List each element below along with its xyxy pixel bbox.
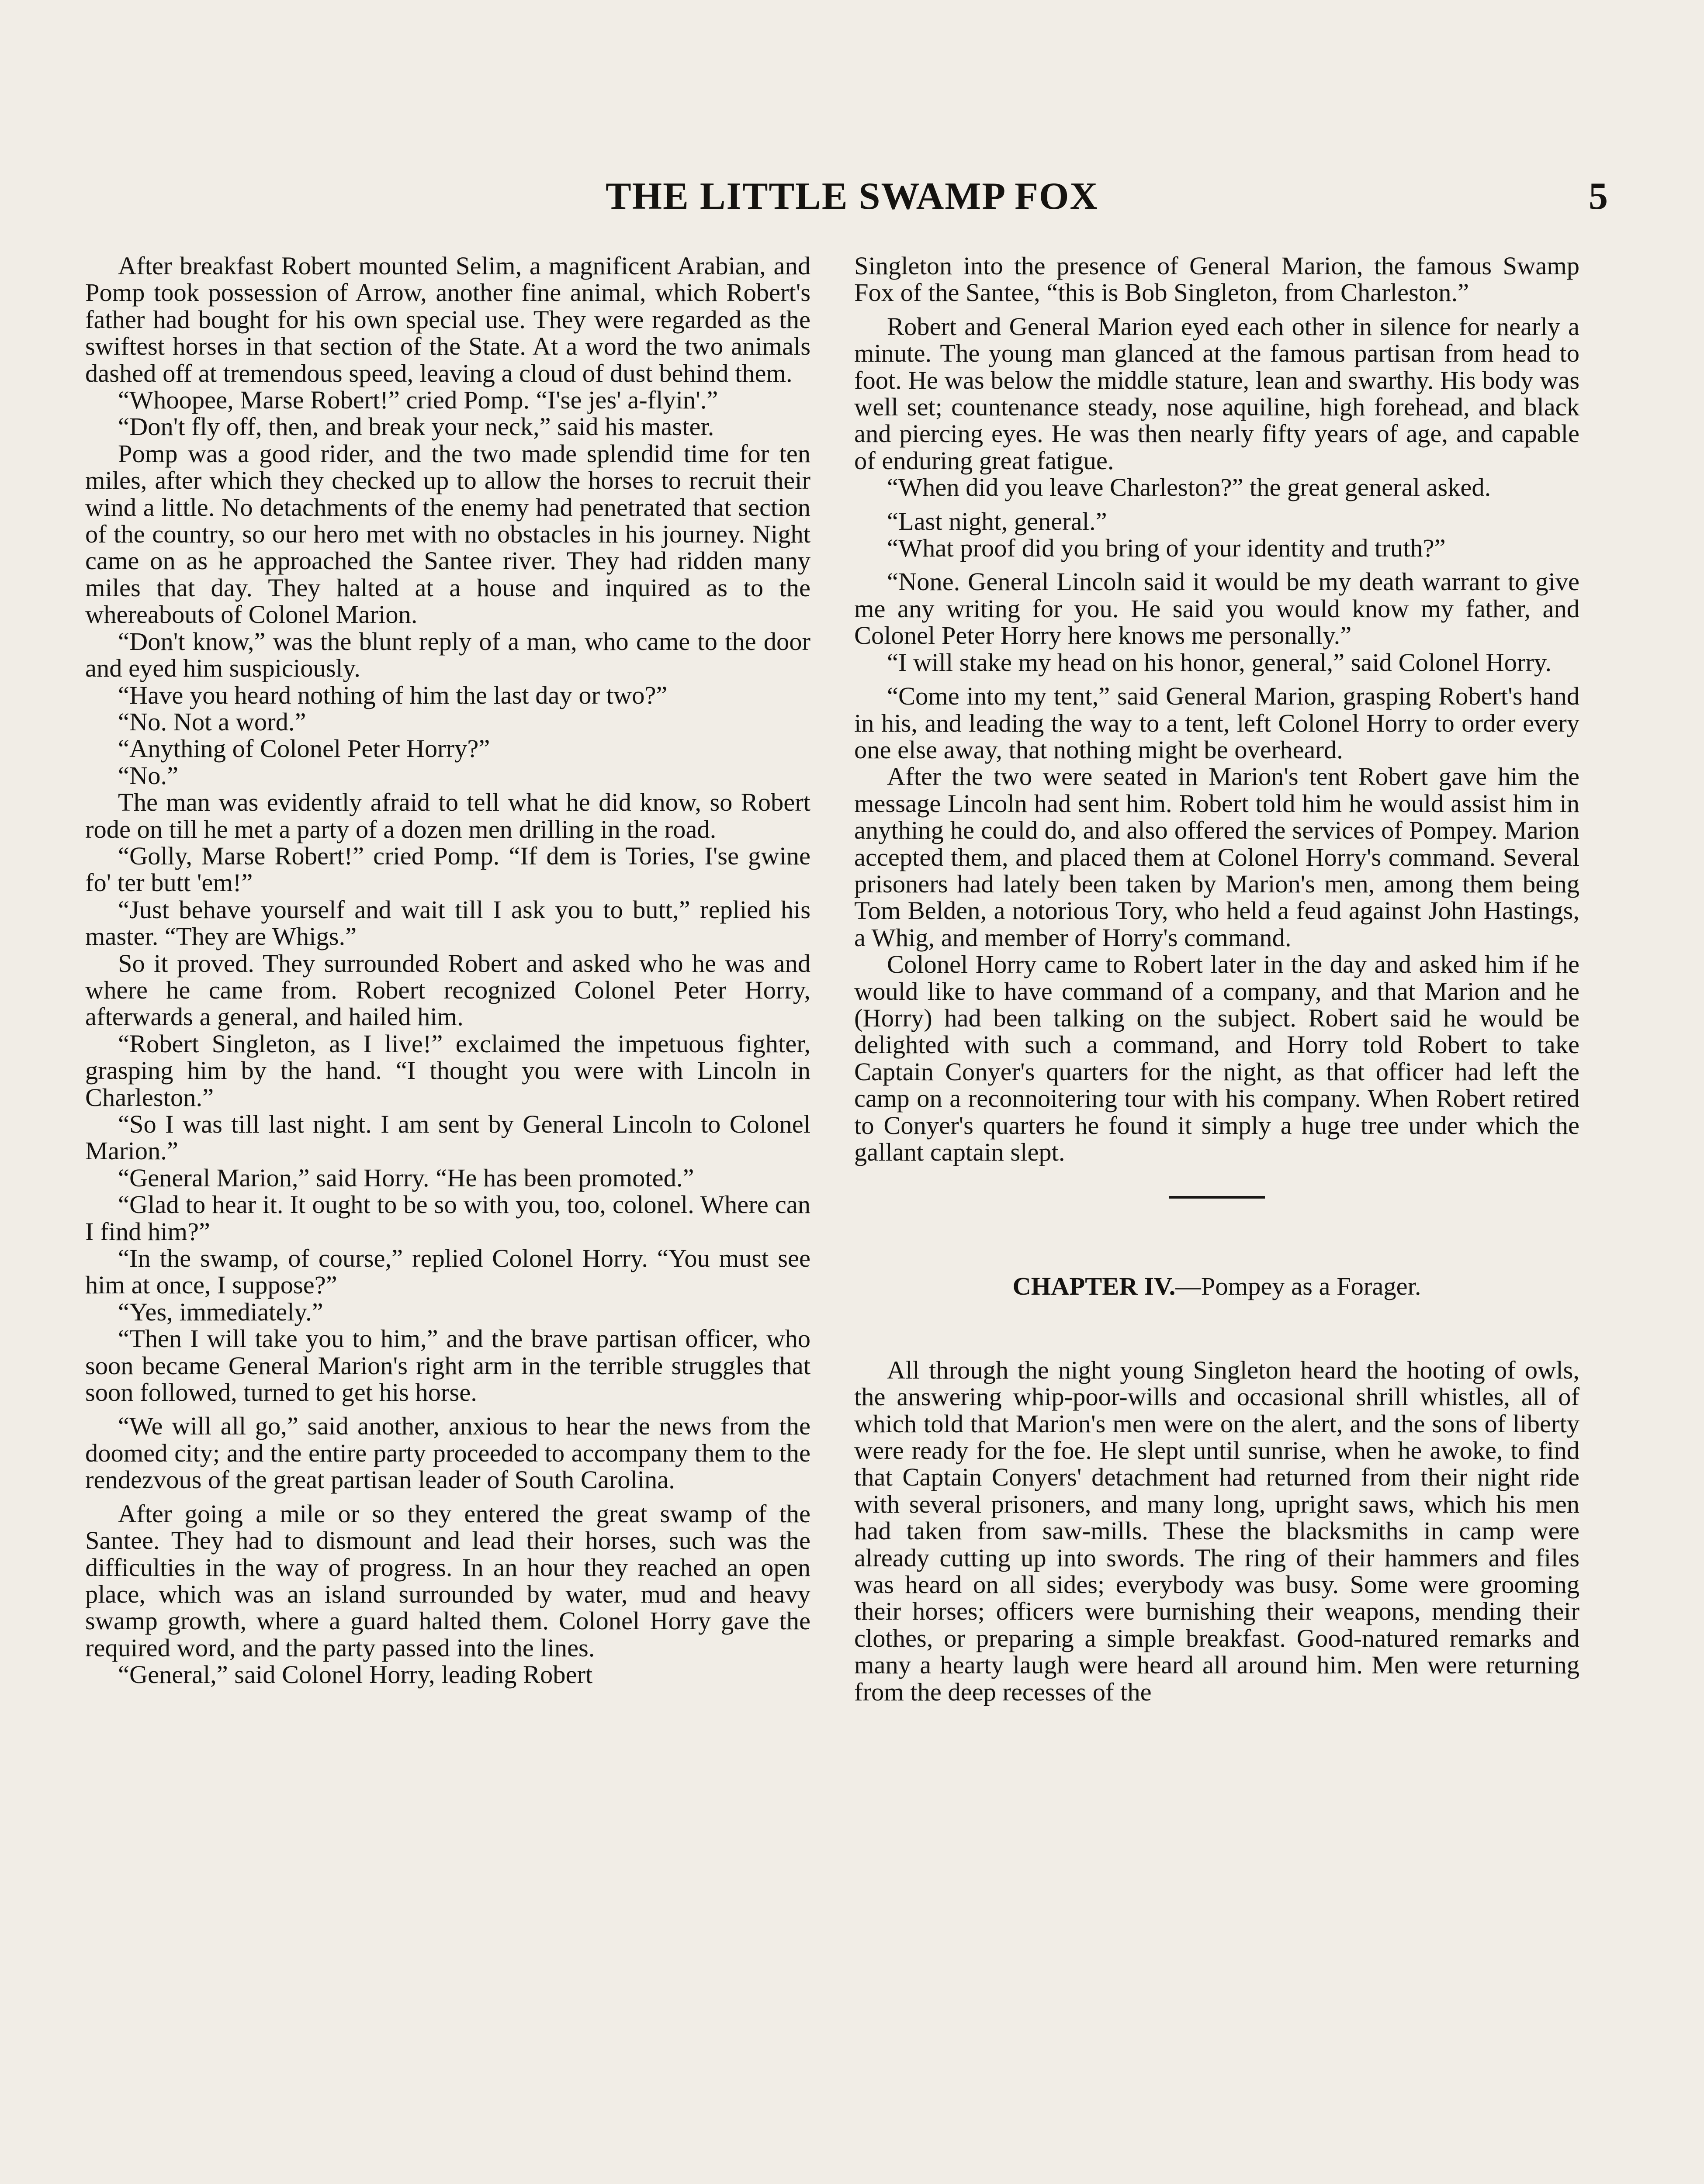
paragraph: “I will stake my head on his honor, general,” said Colonel Horry. bbox=[887, 648, 1552, 677]
paragraph: “Last night, general.” bbox=[887, 507, 1107, 536]
paragraph: All through the night young Singleton heard the hooting of owls, the answering whip-poor-wills and occasional shrill whistles, all of which told that Marion's men were on the alert, and the sons of liberty were ready for the foe. He slept until sunrise, when he awoke, to find that Captain Conyers' detachment had returned from their night ride with several prisoners, and many long, upright saws, which his men had taken from saw-mills. These the blacksmiths in camp were already cutting up into swords. The ring of their hammers and files was heard on all sides; everybody was busy. Some were grooming their horses; officers were burnishing their weapons, mending their clothes, or preparing a simple breakfast. Good-natured remarks and many a hearty laugh were heard all around him. Men were returning from the deep recesses of the bbox=[854, 1355, 1579, 1706]
paragraph: “Just behave yourself and wait till I ask you to butt,” replied his master. “They are Whigs.” bbox=[85, 895, 810, 951]
paragraph: “Don't know,” was the blunt reply of a man, who came to the door and eyed him suspiciously. bbox=[85, 627, 810, 683]
section-divider bbox=[1169, 1196, 1265, 1199]
paragraph: “None. General Lincoln said it would be my death warrant to give me any writing for you. He said you would know my father, and Colonel Peter Horry here knows me personally.” bbox=[854, 567, 1579, 650]
right-column bbox=[854, 252, 1579, 2184]
paragraph: “Golly, Marse Robert!” cried Pomp. “If dem is Tories, I'se gwine fo' ter butt 'em!” bbox=[85, 841, 810, 897]
paragraph: “Anything of Colonel Peter Horry?” bbox=[118, 734, 490, 763]
paragraph: “When did you leave Charleston?” the great general asked. bbox=[887, 473, 1491, 502]
paragraph: So it proved. They surrounded Robert and asked who he was and where he came from. Robert recognized Colonel Peter Horry, afterwards a general, and hailed him. bbox=[85, 949, 810, 1031]
paragraph: Colonel Horry came to Robert later in the day and asked him if he would like to have command of a company, and that Marion and he (Horry) had been talking on the subject. Robert said he would be delighted with such a command, and Horry told Robert to take Captain Conyer's quarters for the night, as that officer had left the camp on a reconnoitering tour with his company. When Robert retired to Conyer's quarters he found it simply a huge tree under which the gallant captain slept. bbox=[854, 950, 1579, 1166]
paragraph: After the two were seated in Marion's tent Robert gave him the message Lincoln had sent him. Robert told him he would assist him in anything he could do, and also offered the services of Pompey. Marion accepted them, and placed them at Colonel Horry's command. Several prisoners had lately been taken by Marion's men, among them being Tom Belden, a notorious Tory, who held a feud against John Hastings, a Whig, and member of Horry's command. bbox=[854, 762, 1579, 952]
paragraph: “Yes, immediately.” bbox=[118, 1297, 323, 1326]
paragraph: “General,” said Colonel Horry, leading Robert bbox=[118, 1660, 593, 1689]
chapter-number: CHAPTER IV. bbox=[1012, 1272, 1176, 1301]
page-header bbox=[0, 173, 1704, 225]
paragraph: “Robert Singleton, as I live!” exclaimed the impetuous fighter, grasping him by the hand. “I thought you were with Lincoln in Charleston.” bbox=[85, 1029, 810, 1112]
paragraph: “Glad to hear it. It ought to be so with you, too, colonel. Where can I find him?” bbox=[85, 1190, 810, 1246]
paragraph: “We will all go,” said another, anxious to hear the news from the doomed city; and the entire party proceeded to accompany them to the rendezvous of the great partisan leader of South Carolina. bbox=[85, 1412, 810, 1494]
paragraph: Pomp was a good rider, and the two made splendid time for ten miles, after which they checked up to allow the horses to recruit their wind a little. No detachments of the enemy had penetrated that section of the country, so our hero met with no obstacles in his journey. Night came on as he approached the Santee river. They had ridden many miles that day. They halted at a house and inquired as to the whereabouts of Colonel Marion. bbox=[85, 439, 810, 629]
paragraph: After breakfast Robert mounted Selim, a magnificent Arabian, and Pomp took possession of Arrow, another fine animal, which Robert's father had bought for his own special use. They were regarded as the swiftest horses in that section of the State. At a word the two animals dashed off at tremendous speed, leaving a cloud of dust behind them. bbox=[85, 252, 810, 387]
left-column bbox=[85, 252, 810, 2184]
paragraph: Singleton into the presence of General Marion, the famous Swamp Fox of the Santee, “this is Bob Singleton, from Charleston.” bbox=[854, 252, 1579, 307]
paragraph: “Then I will take you to him,” and the brave partisan officer, who soon became General Marion's right arm in the terrible struggles that soon followed, turned to get his horse. bbox=[85, 1324, 810, 1407]
paragraph: The man was evidently afraid to tell what he did know, so Robert rode on till he met a party of a dozen men drilling in the road. bbox=[85, 788, 810, 843]
paragraph: “General Marion,” said Horry. “He has been promoted.” bbox=[118, 1163, 694, 1192]
chapter-heading bbox=[854, 1273, 1579, 1299]
paragraph: “So I was till last night. I am sent by General Lincoln to Colonel Marion.” bbox=[85, 1110, 810, 1165]
paragraph: “Have you heard nothing of him the last day or two?” bbox=[118, 681, 668, 709]
paragraph: “Don't fly off, then, and break your neck,” said his master. bbox=[118, 412, 714, 441]
paragraph: “No.” bbox=[118, 761, 179, 790]
page-number: 5 bbox=[1589, 175, 1608, 218]
running-title: THE LITTLE SWAMP FOX bbox=[605, 175, 1098, 218]
paragraph: “What proof did you bring of your identity and truth?” bbox=[887, 534, 1446, 563]
paragraph: “No. Not a word.” bbox=[118, 707, 306, 736]
chapter-title: —Pompey as a Forager. bbox=[1175, 1272, 1421, 1301]
paragraph: “Whoopee, Marse Robert!” cried Pomp. “I'se jes' a-flyin'.” bbox=[118, 386, 718, 415]
paragraph: Robert and General Marion eyed each other in silence for nearly a minute. The young man glanced at the famous partisan from head to foot. He was below the middle stature, lean and swarthy. His body was well set; countenance steady, nose aquiline, high forehead, and black and piercing eyes. He was then nearly fifty years of age, and capable of enduring great fatigue. bbox=[854, 312, 1579, 475]
paragraph: “In the swamp, of course,” replied Colonel Horry. “You must see him at once, I suppose?” bbox=[85, 1244, 810, 1299]
paragraph: After going a mile or so they entered the great swamp of the Santee. They had to dismount and lead their horses, such was the difficulties in the way of progress. In an hour they reached an open place, which was an island surrounded by water, mud and heavy swamp growth, where a guard halted them. Colonel Horry gave the required word, and the party passed into the lines. bbox=[85, 1499, 810, 1662]
paragraph: “Come into my tent,” said General Marion, grasping Robert's hand in his, and leading the way to a tent, left Colonel Horry to order every one else away, that nothing might be overheard. bbox=[854, 682, 1579, 764]
